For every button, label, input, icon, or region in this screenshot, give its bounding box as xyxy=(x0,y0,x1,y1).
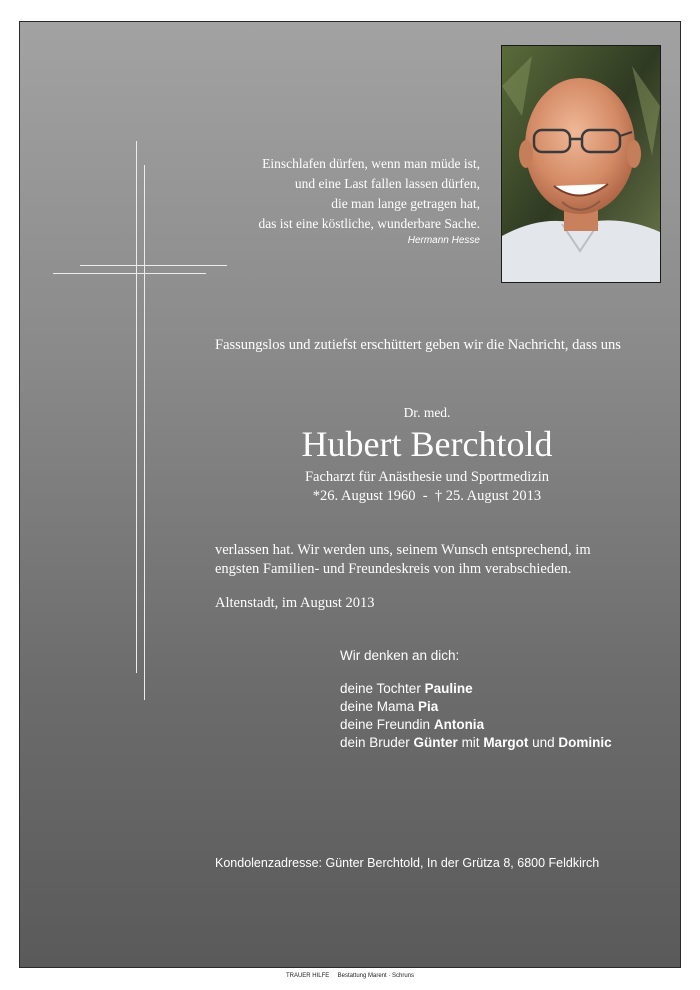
mourner-line: deine Mama Pia xyxy=(340,699,439,714)
place-date: Altenstadt, im August 2013 xyxy=(215,595,375,611)
mourner-line: deine Tochter Pauline xyxy=(340,681,473,696)
cross-vertical-line-left xyxy=(136,141,137,673)
poem-line: das ist eine köstliche, wunderbare Sache. xyxy=(258,216,480,231)
obituary-card xyxy=(19,21,681,968)
poem xyxy=(258,154,480,248)
portrait-photo xyxy=(501,45,661,283)
academic-title: Dr. med. xyxy=(403,405,451,420)
portrait-illustration xyxy=(502,46,660,282)
mourner-name: Margot xyxy=(483,735,529,750)
poem-line: die man lange getragen hat, xyxy=(331,196,480,211)
cross-horizontal-line-top xyxy=(80,265,227,266)
announcement-outro-line: engsten Familien- und Freundeskreis von ihm verabschieden. xyxy=(215,561,572,577)
cross-horizontal-line-bottom xyxy=(53,273,206,274)
footer xyxy=(0,973,700,979)
condolence-address: Kondolenzadresse: Günter Berchtold, In der Grütza 8, 6800 Feldkirch xyxy=(215,856,600,870)
announcement-outro xyxy=(215,541,591,579)
mourner-name: Pia xyxy=(418,699,439,714)
mourner-name: Antonia xyxy=(433,717,485,732)
mourners-heading: Wir denken an dich: xyxy=(340,648,460,663)
mourner-name: Dominic xyxy=(558,735,612,750)
announcement-intro: Fassungslos und zutiefst erschüttert geben wir die Nachricht, dass uns xyxy=(215,337,621,353)
announcement-outro-line: verlassen hat. Wir werden uns, seinem Wunsch entsprechend, im xyxy=(215,542,591,558)
mourner-line: deine Freundin Antonia xyxy=(340,717,485,732)
mourner-name: Günter xyxy=(413,735,458,750)
footer-brand: TRAUER HILFE xyxy=(285,973,330,979)
profession: Facharzt für Anästhesie und Sportmedizin xyxy=(304,469,550,485)
life-dates: *26. August 1960 - † 25. August 2013 xyxy=(312,488,542,504)
cross-vertical-line-right xyxy=(144,165,145,700)
poem-line: Einschlafen dürfen, wenn man müde ist, xyxy=(262,156,480,171)
poem-line: und eine Last fallen lassen dürfen, xyxy=(294,176,480,191)
deceased-name: Hubert Berchtold xyxy=(301,424,553,464)
mourners-list xyxy=(340,680,612,752)
mourner-name: Pauline xyxy=(424,681,473,696)
poem-author: Hermann Hesse xyxy=(407,235,480,246)
footer-undertaker: Bestattung Marent · Schruns xyxy=(337,973,415,979)
mourner-line: dein Bruder Günter mit Margot und Dominic xyxy=(340,735,612,750)
